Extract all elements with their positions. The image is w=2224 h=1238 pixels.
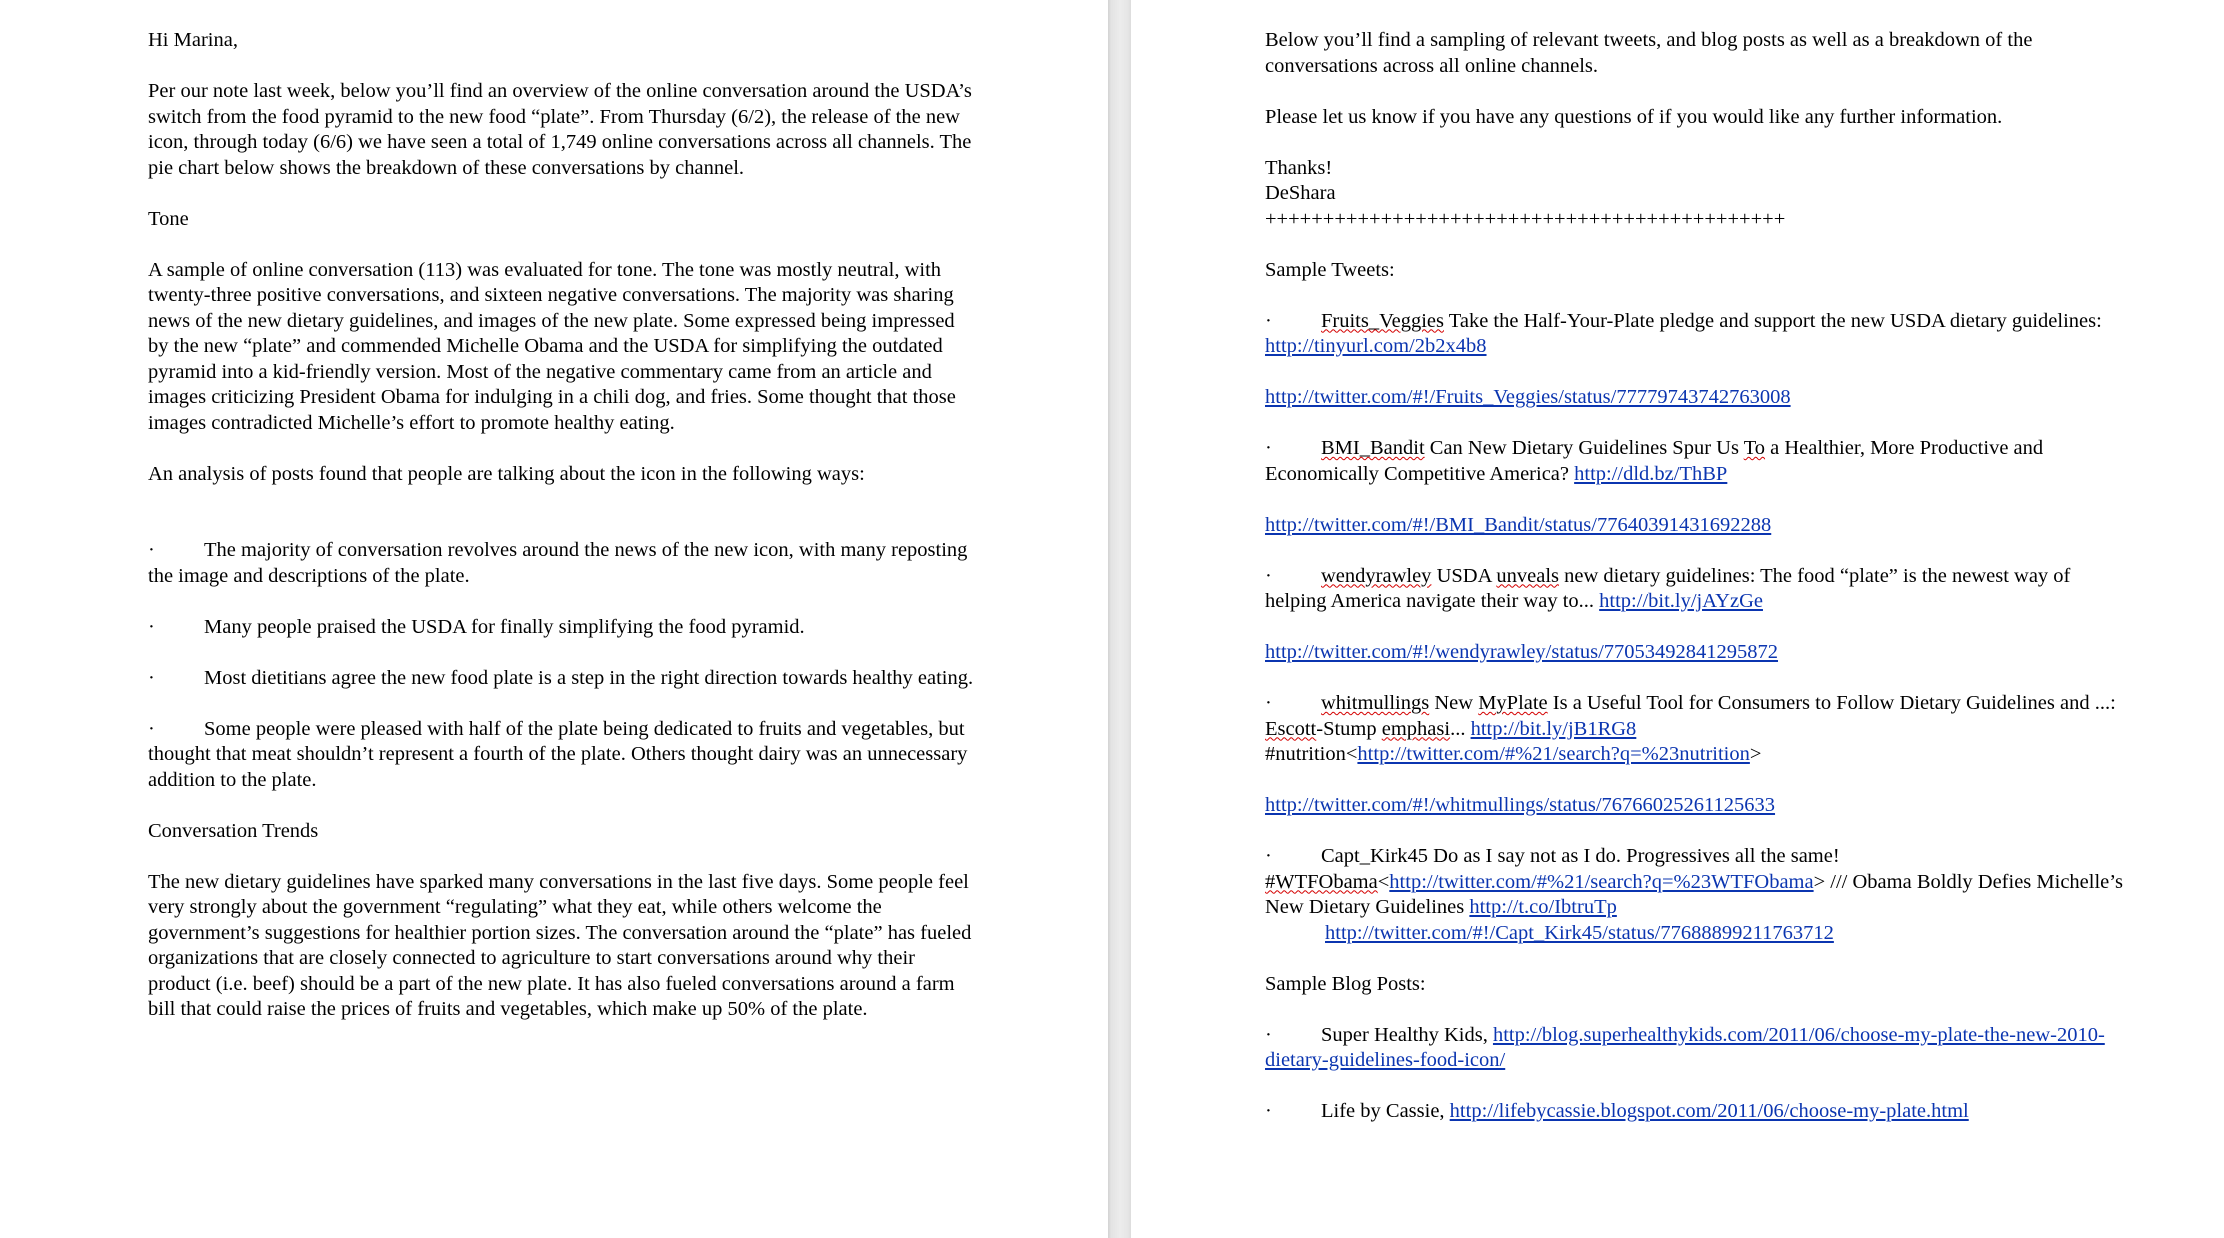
tweet-status-link[interactable]: http://twitter.com/#!/wendyrawley/status/77053492841295872 — [1265, 641, 1779, 663]
tweet-user: Capt_Kirk45 — [1321, 845, 1429, 867]
tweet-link[interactable]: http://tinyurl.com/2b2x4b8 — [1265, 335, 1487, 357]
tweet-status-link[interactable]: http://twitter.com/#!/Capt_Kirk45/status/77688899211763712 — [1325, 921, 1834, 944]
separator-line: +++++++++++++++++++++++++++++++++++++++++++++ — [1265, 207, 1786, 230]
document-page-left[interactable] — [0, 0, 1108, 1238]
blog-name: Life by Cassie, — [1321, 1100, 1450, 1122]
hashtag-link[interactable]: http://twitter.com/#%21/search?q=%23nutrition — [1357, 743, 1750, 765]
tweet-text: Take the Half-Your-Plate pledge and support the new USDA dietary guidelines: — [1444, 309, 2102, 332]
tweet-text-misspelled: To — [1743, 437, 1766, 459]
bullet-marker: · — [1265, 1023, 1272, 1046]
tweet-status-row — [1265, 921, 2135, 947]
bullet-marker: · — [148, 666, 155, 689]
tweet-status-row — [1265, 793, 2135, 819]
page-gutter — [1108, 0, 1131, 1238]
bullet-marker: · — [148, 539, 155, 561]
tweet-link[interactable]: http://bit.ly/jB1RG8 — [1470, 717, 1637, 740]
bullet-marker: · — [1265, 692, 1272, 714]
tweet-item — [1265, 564, 2135, 615]
blog-link[interactable]: http://blog.superhealthykids.com/2011/06/choose-​my-​plate-​the-​new-​2010-​dietary-​guidelines-​food-​icon/ — [1265, 1023, 2105, 1071]
tweet-text: ... — [1450, 717, 1471, 740]
right-intro-paragraph: Below you’ll find a sampling of relevant tweets, and blog posts as well as a breakdown of the conversations across all online channels. — [1265, 29, 2033, 77]
tweet-status-row — [1265, 513, 2135, 539]
tweet-status-link[interactable]: http://twitter.com/#!/BMI_Bandit/status/77640391431692288 — [1265, 513, 1772, 536]
analysis-intro: An analysis of posts found that people are talking about the icon in the following ways: — [148, 462, 865, 485]
tone-paragraph: A sample of online conversation (113) was evaluated for tone. The tone was mostly neutral, with twenty-three positive conversations, and sixteen negative conversations. The majority was sharing news of the new dietary guidelines, and images of the new plate. Some expressed being impressed by the new “plate” and commended Michelle Obama and the USDA for simplifying the outdated pyramid into a kid-friendly version. Most of the negative commentary came from an article and images criticizing President Obama for indulging in a chili dog, and fries. Some thought that those images contradicted Michelle’s effort to promote healthy eating. — [148, 258, 956, 434]
list-item-text: The majority of conversation revolves around the news of the new icon, with many reposting the image and descriptions of the plate. — [148, 539, 968, 587]
tweet-text-misspelled: Escott — [1265, 717, 1317, 740]
tweet-hashtag-end: > — [1749, 743, 1762, 765]
tweet-link[interactable]: http://t.co/IbtruTp — [1469, 896, 1617, 918]
list-item — [148, 717, 978, 794]
tweet-link[interactable]: http://dld.bz/ThBP — [1574, 462, 1728, 485]
tweet-user: wendyrawley — [1321, 564, 1432, 587]
tweet-text-misspelled: unveals — [1496, 564, 1559, 587]
tweet-item — [1265, 309, 2135, 360]
list-item-text: Many people praised the USDA for finally simplifying the food pyramid. — [204, 615, 805, 638]
tweet-status-row — [1265, 640, 2135, 666]
tweet-text: < — [1377, 870, 1390, 893]
list-item-text: Some people were pleased with half of the plate being dedicated to fruits and vegetables, but thought that meat shouldn’t represent a fourth of the plate. Others thought dairy was an unnecessary addition to the plate. — [148, 717, 968, 791]
tweet-hashtag: #WTFObama — [1265, 870, 1378, 893]
tweet-text: a Healthier, More Productive and Economically Competitive America? — [1265, 437, 2044, 485]
tweet-item — [1265, 691, 2135, 768]
tweet-text: Can New Dietary Guidelines Spur Us — [1424, 437, 1744, 459]
tweet-text: New — [1429, 692, 1479, 714]
tweet-text: > /// Obama Boldly Defies Michelle’s New Dietary Guidelines — [1265, 870, 2123, 918]
bullet-marker: · — [1265, 845, 1272, 867]
list-item — [148, 666, 978, 692]
tweet-item — [1265, 436, 2135, 487]
bullet-marker: · — [1265, 437, 1272, 459]
list-item — [148, 615, 978, 641]
signature: DeShara — [1265, 182, 1336, 204]
thanks-line: Thanks! — [1265, 156, 1333, 179]
bullet-marker: · — [148, 615, 155, 638]
bullet-marker: · — [1265, 564, 1272, 587]
page-left-text[interactable] — [148, 28, 978, 1048]
blog-item — [1265, 1099, 2135, 1125]
hashtag-link[interactable]: http://twitter.com/#%21/search?q=%23WTFObama — [1389, 870, 1814, 893]
intro-paragraph: Per our note last week, below you’ll find an overview of the online conversation around the USDA’s switch from the food pyramid to the new food “plate”. From Thursday (6/2), the release of the new icon, through today (6/6) we have seen a total of 1,749 online conversations across all channels. The pie chart below shows the breakdown of these conversations by channel. — [148, 80, 972, 179]
blog-name: Super Healthy Kids, — [1321, 1023, 1493, 1046]
tweet-text: -Stump — [1316, 717, 1382, 740]
tweet-text-misspelled: emphasi — [1381, 717, 1451, 740]
list-item-text: Most dietitians agree the new food plate is a step in the right direction towards healthy eating. — [204, 666, 974, 689]
tweet-text-misspelled: MyPlate — [1478, 692, 1548, 714]
tone-heading: Tone — [148, 207, 189, 230]
tweet-item — [1265, 844, 2135, 921]
tweet-user: BMI_Bandit — [1321, 437, 1425, 459]
tweets-heading: Sample Tweets: — [1265, 258, 1395, 281]
greeting: Hi Marina, — [148, 29, 238, 51]
tweet-user: Fruits_Veggies — [1321, 309, 1444, 332]
bullet-marker: · — [1265, 309, 1272, 332]
questions-paragraph: Please let us know if you have any questions of if you would like any further information. — [1265, 105, 2003, 128]
tweet-status-row — [1265, 385, 2135, 411]
tweet-text: Do as I say not as I do. Progressives all the same! — [1428, 845, 1840, 867]
tweet-text: USDA — [1431, 564, 1497, 587]
blank-line — [148, 513, 978, 539]
tweet-status-link[interactable]: http://twitter.com/#!/Fruits_Veggies/status/77779743742763008 — [1265, 386, 1791, 408]
tweet-user: whitmullings — [1321, 692, 1430, 714]
tweet-hashtag: #nutrition< — [1265, 743, 1358, 765]
tweet-link[interactable]: http://bit.ly/jAYzGe — [1599, 590, 1763, 612]
list-item — [148, 538, 978, 589]
blog-item — [1265, 1023, 2135, 1074]
blog-link[interactable]: http://lifebycassie.blogspot.com/2011/06/choose-​my-​plate.html — [1449, 1100, 1969, 1122]
trends-heading: Conversation Trends — [148, 819, 319, 842]
tweet-text: Is a Useful Tool for Consumers to Follow Dietary Guidelines and ...: — [1547, 692, 2116, 714]
bullet-marker: · — [1265, 1100, 1272, 1122]
trends-paragraph: The new dietary guidelines have sparked many conversations in the last five days. Some people feel very strongly about the government “regulating” what they eat, while others welcome the government’s suggestions for healthier portion sizes. The conversation around the “plate” has fueled organizations that are closely connected to agriculture to start conversations around why their product (i.e. beef) should be a part of the new plate. It has also fueled conversations around a farm bill that could raise the prices of fruits and vegetables, which make up 50% of the plate. — [148, 870, 972, 1020]
tweet-text: new dietary guidelines: The food “plate” is the newest way of helping America navigate their way to... — [1265, 564, 2071, 612]
tweet-status-link[interactable]: http://twitter.com/#!/whitmullings/status/76766025261125633 — [1265, 794, 1776, 816]
document-page-right[interactable] — [1131, 0, 2224, 1238]
bullet-marker: · — [148, 717, 155, 740]
blogs-heading: Sample Blog Posts: — [1265, 972, 1426, 995]
page-right-text[interactable] — [1265, 28, 2135, 1150]
